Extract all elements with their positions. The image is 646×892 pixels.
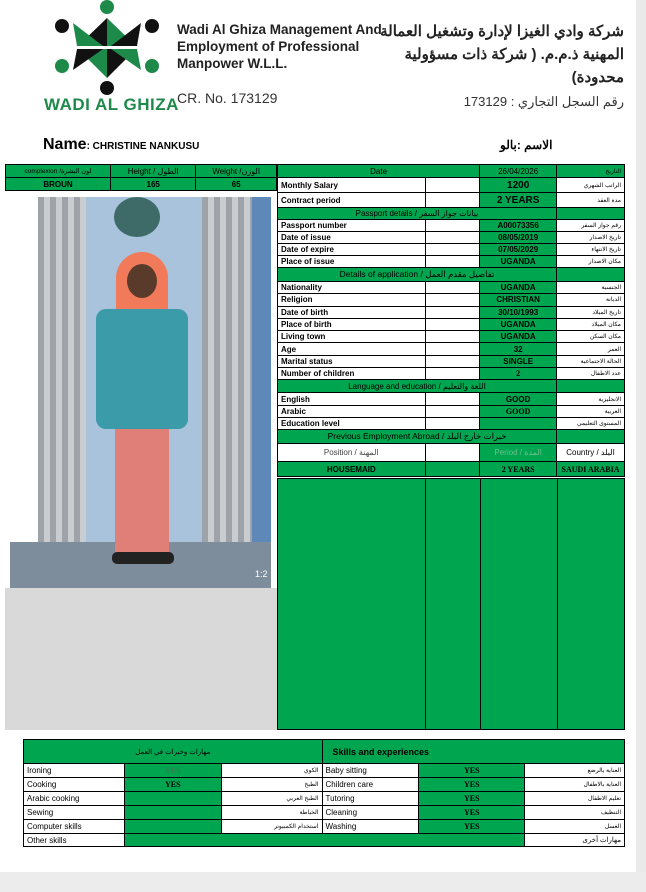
date-label-ar: التاريخ xyxy=(557,165,625,178)
company-logo xyxy=(40,0,179,118)
skill-label-ar: العناية بالرضع xyxy=(525,764,625,778)
application-label-ar: الديانة xyxy=(557,294,625,306)
application-label: Marital status xyxy=(278,355,426,367)
wall-decor xyxy=(114,197,160,237)
application-value: 32 xyxy=(480,343,557,355)
passport-label-ar: تاريخ الانتهاء xyxy=(557,244,625,256)
details-table xyxy=(277,164,625,477)
company-line: Manpower W.L.L. xyxy=(177,56,288,71)
passport-value: 07/05/2029 xyxy=(480,244,557,256)
skill-value: YES xyxy=(419,778,525,792)
position-col-header: Position / المهنة xyxy=(278,444,426,462)
company-line-ar: محدودة) xyxy=(571,69,624,86)
application-value: UGANDA xyxy=(480,282,557,294)
application-label-ar: عدد الاطفال xyxy=(557,368,625,380)
application-label: Religion xyxy=(278,294,426,306)
passport-label-ar: تاريخ الاصدار xyxy=(557,232,625,244)
name-value: : CHRISTINE NANKUSU xyxy=(86,141,200,152)
skill-label: Cleaning xyxy=(322,806,419,820)
salary-value: 1200 xyxy=(480,178,557,193)
complexion-value: BROUN xyxy=(6,178,111,191)
application-label: Place of birth xyxy=(278,318,426,330)
skill-value: YES xyxy=(419,820,525,834)
skill-value: YES xyxy=(124,764,221,778)
person-trousers xyxy=(115,429,169,554)
skill-label-ar: الطبخ xyxy=(221,778,322,792)
skill-label: Ironing xyxy=(24,764,125,778)
skill-label: Cooking xyxy=(24,778,125,792)
application-value: CHRISTIAN xyxy=(480,294,557,306)
company-line: Employment of Professional xyxy=(177,39,360,54)
company-line: Wadi Al Ghiza Management And xyxy=(177,22,382,37)
skill-label-ar: الطبخ العربي xyxy=(221,792,322,806)
cr-number: CR. No. 173129 xyxy=(177,90,278,106)
skill-label: Sewing xyxy=(24,806,125,820)
passport-label: Date of expire xyxy=(278,244,426,256)
page-edge-bottom xyxy=(0,872,646,892)
company-name-en xyxy=(177,21,382,72)
application-section-header: Details of application / تفاصيل مقدم العمل xyxy=(278,268,557,282)
skill-value: YES xyxy=(124,778,221,792)
name-label-ar: الاسم :بالو xyxy=(500,138,553,152)
passport-value: A00073356 xyxy=(480,220,557,232)
photo-badge: 1:2 xyxy=(255,569,268,579)
physical-table xyxy=(5,164,277,191)
skill-value xyxy=(124,820,221,834)
language-value: GOOD xyxy=(480,405,557,417)
application-value: SINGLE xyxy=(480,355,557,367)
contract-label: Contract period xyxy=(278,193,426,208)
page-edge xyxy=(636,0,646,892)
name-label: Name xyxy=(43,136,87,153)
application-value: UGANDA xyxy=(480,318,557,330)
application-label: Number of children xyxy=(278,368,426,380)
skill-value: YES xyxy=(419,806,525,820)
date-value: 26/04/2026 xyxy=(480,165,557,178)
country-col-header: Country / البلد xyxy=(557,444,625,462)
skill-label-ar: تعليم الاطفال xyxy=(525,792,625,806)
passport-label: Passport number xyxy=(278,220,426,232)
application-label-ar: تاريخ الميلاد xyxy=(557,306,625,318)
skill-label: Arabic cooking xyxy=(24,792,125,806)
skill-value xyxy=(124,806,221,820)
salary-label: Monthly Salary xyxy=(278,178,426,193)
salary-label-ar: الراتب الشهري xyxy=(557,178,625,193)
employment-position: HOUSEMAID xyxy=(278,462,426,477)
language-label: English xyxy=(278,393,426,405)
language-label: Arabic xyxy=(278,405,426,417)
logo-wordmark: WADI AL GHIZA xyxy=(44,95,179,114)
skill-label: Washing xyxy=(322,820,419,834)
height-header: Height / الطول xyxy=(111,165,196,178)
application-value: 30/10/1993 xyxy=(480,306,557,318)
curtain-left xyxy=(38,197,86,588)
company-line-ar: المهنية ذ.م.م. ( شركة ذات مسؤولية xyxy=(404,46,624,63)
skill-label-ar: العناية بالاطفال xyxy=(525,778,625,792)
skill-label-ar: التنظيف xyxy=(525,806,625,820)
candidate-photo xyxy=(10,197,271,588)
photo-blank-area xyxy=(5,588,277,730)
application-label: Date of birth xyxy=(278,306,426,318)
person-face xyxy=(127,264,157,298)
application-label: Nationality xyxy=(278,282,426,294)
employment-period: 2 YEARS xyxy=(480,462,557,477)
language-label: Education level xyxy=(278,417,426,429)
skill-label: Computer skills xyxy=(24,820,125,834)
language-label-ar: الانجليزية xyxy=(557,393,625,405)
application-label-ar: العمر xyxy=(557,343,625,355)
skills-title-ar: مهارات وخبرات في العمل xyxy=(24,740,323,764)
skill-value xyxy=(124,792,221,806)
passport-label-ar: رقم جواز السفر xyxy=(557,220,625,232)
cr-number-ar: رقم السجل التجاري : 173129 xyxy=(463,94,624,109)
application-value: 2 xyxy=(480,368,557,380)
other-skills-label-ar: مهارات أخرى xyxy=(525,834,625,847)
skill-label: Baby sitting xyxy=(322,764,419,778)
other-skills-value xyxy=(124,834,524,847)
language-section-header: Language and education / اللغة والتعليم xyxy=(278,380,557,393)
weight-value: 65 xyxy=(196,178,277,191)
weight-header: Weight /الوزن xyxy=(196,165,277,178)
contract-label-ar: مدة العقد xyxy=(557,193,625,208)
person-top xyxy=(96,309,188,429)
passport-label: Date of issue xyxy=(278,232,426,244)
other-skills-label: Other skills xyxy=(24,834,125,847)
application-value: UGANDA xyxy=(480,331,557,343)
skill-label-ar: استخدام الكمبيوتر xyxy=(221,820,322,834)
company-name-ar xyxy=(374,20,624,89)
passport-label: Place of issue xyxy=(278,256,426,268)
skill-label-ar: الكوي xyxy=(221,764,322,778)
passport-value: 08/05/2019 xyxy=(480,232,557,244)
company-line-ar: شركة وادي الغيزا لإدارة وتشغيل العمالة xyxy=(380,23,624,40)
person-shoes xyxy=(112,552,174,564)
photo-wall xyxy=(10,197,38,588)
language-value: GOOD xyxy=(480,393,557,405)
application-label-ar: مكان السكن xyxy=(557,331,625,343)
period-col-header: Period / المدة xyxy=(480,444,557,462)
employment-empty-area xyxy=(277,478,625,730)
application-label: Age xyxy=(278,343,426,355)
employment-section-header: Previous Employment Abroad / خبرات خارج البلد xyxy=(278,430,557,444)
application-label-ar: مكان الميلاد xyxy=(557,318,625,330)
employment-country: SAUDI ARABIA xyxy=(557,462,625,477)
skill-value: YES xyxy=(419,792,525,806)
skill-label-ar: الغسل xyxy=(525,820,625,834)
passport-label-ar: مكان الاصدار xyxy=(557,256,625,268)
skill-label: Children care xyxy=(322,778,419,792)
skills-title: Skills and experiences xyxy=(322,740,625,764)
complexion-header: complexion /لون البشرة xyxy=(6,165,111,178)
language-label-ar: المستوى التعليمي xyxy=(557,417,625,429)
language-value xyxy=(480,417,557,429)
passport-section-header: Passport details / بيانات جواز السفر xyxy=(278,208,557,220)
contract-value: 2 YEARS xyxy=(480,193,557,208)
language-label-ar: العربية xyxy=(557,405,625,417)
skill-label: Tutoring xyxy=(322,792,419,806)
date-label: Date xyxy=(278,165,480,178)
application-label-ar: الجنسية xyxy=(557,282,625,294)
photo-wall-right xyxy=(252,197,271,588)
application-label-ar: الحالة الاجتماعية xyxy=(557,355,625,367)
height-value: 165 xyxy=(111,178,196,191)
skill-label-ar: الخياطة xyxy=(221,806,322,820)
skill-value: YES xyxy=(419,764,525,778)
application-label: Living town xyxy=(278,331,426,343)
passport-value: UGANDA xyxy=(480,256,557,268)
curtain-right xyxy=(202,197,252,588)
logo-emblem-icon xyxy=(40,0,175,95)
candidate-name xyxy=(43,136,199,154)
skills-table xyxy=(23,739,625,847)
